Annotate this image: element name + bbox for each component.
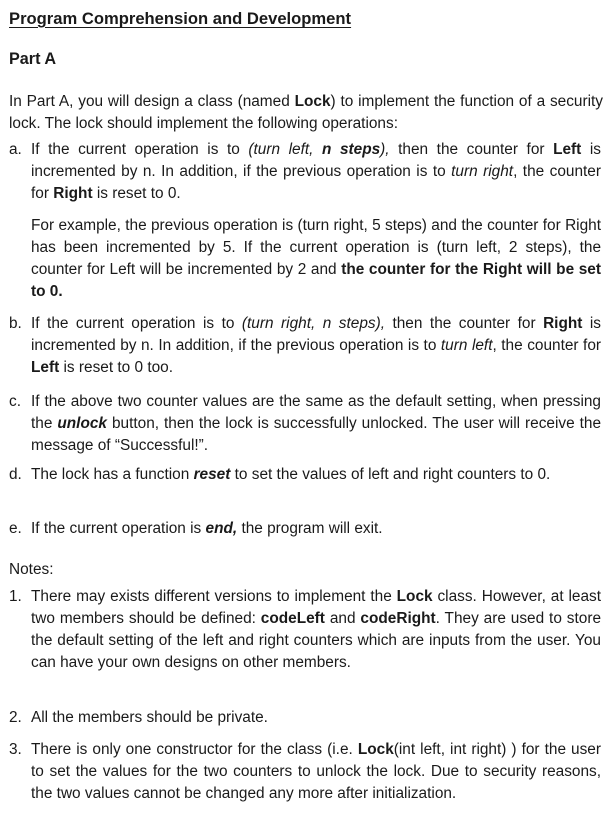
note-3-paragraph bbox=[31, 739, 601, 805]
list-marker: a. bbox=[9, 141, 22, 158]
text-run: end, bbox=[205, 520, 238, 537]
item-d-paragraph bbox=[31, 464, 601, 486]
text-run: . They are used to store the default setting of the left and right counters which are inputs from the user. You can have your own designs on other members. bbox=[31, 610, 601, 671]
text-run: unlock bbox=[57, 415, 107, 432]
text-run: All the members should be private. bbox=[31, 709, 268, 726]
list-item-body bbox=[31, 464, 601, 486]
text-run: There is only one constructor for the class (i.e. bbox=[31, 741, 358, 758]
note-item-3 bbox=[9, 739, 603, 805]
item-a-example bbox=[31, 215, 601, 303]
text-run: If the current operation is to bbox=[31, 315, 242, 332]
list-item-e bbox=[9, 518, 603, 540]
text-run: is incremented by n. In addition, if the previous operation is to bbox=[31, 315, 601, 354]
list-item-d bbox=[9, 464, 603, 486]
text-run: Right bbox=[53, 185, 93, 202]
item-c-paragraph bbox=[31, 391, 601, 457]
text-run: then the counter for bbox=[389, 141, 554, 158]
document-title: Program Comprehension and Development bbox=[9, 9, 352, 28]
text-run: is reset to 0. bbox=[92, 185, 181, 202]
text-run: (turn left, bbox=[248, 141, 322, 158]
list-marker: d. bbox=[9, 466, 22, 483]
text-run: turn right bbox=[451, 163, 514, 180]
intro-paragraph bbox=[9, 91, 603, 135]
part-heading: Part A bbox=[9, 50, 57, 68]
text-run: is incremented by n. In addition, if the previous operation is to bbox=[31, 141, 601, 180]
text-run: Right bbox=[543, 315, 583, 332]
text-run: The lock has a function bbox=[31, 466, 194, 483]
list-item-body bbox=[31, 739, 601, 805]
item-e-paragraph bbox=[31, 518, 601, 540]
text-run: Left bbox=[31, 359, 60, 376]
text-run: turn left bbox=[440, 337, 493, 354]
item-b-paragraph bbox=[31, 313, 601, 379]
text-run: If the current operation is bbox=[31, 520, 206, 537]
list-item-b bbox=[9, 313, 603, 379]
text-run: and bbox=[324, 610, 361, 627]
text-run: to set the values of left and right counters to 0. bbox=[230, 466, 551, 483]
text-run: Lock bbox=[357, 741, 394, 758]
list-marker: 2. bbox=[9, 709, 22, 726]
list-item-body bbox=[31, 139, 601, 303]
note-item-1 bbox=[9, 586, 603, 674]
text-run: ), bbox=[380, 141, 390, 158]
text-run: (int left, int right) ) for the user to set the values for the two counters to unlock the lock. Due to security reasons, the two values cannot be changed any more after initialization. bbox=[31, 741, 601, 802]
note-item-2 bbox=[9, 707, 603, 729]
list-item-a bbox=[9, 139, 603, 303]
list-item-body bbox=[31, 518, 601, 540]
document-page bbox=[9, 8, 603, 802]
intro-class-name: Lock bbox=[294, 93, 331, 110]
intro-text: In Part A, you will design a class (named bbox=[9, 93, 295, 110]
text-run: There may exists different versions to implement the bbox=[31, 588, 397, 605]
list-item-body bbox=[31, 586, 601, 674]
text-run: , the counter for bbox=[492, 337, 602, 354]
list-marker: c. bbox=[9, 393, 21, 410]
intro-text: ) to implement the function of a security lock. The lock should implement the following operations: bbox=[9, 93, 603, 132]
list-item-c bbox=[9, 391, 603, 457]
list-marker: 3. bbox=[9, 741, 22, 758]
text-run: , the counter for bbox=[31, 163, 601, 202]
notes-heading: Notes: bbox=[9, 561, 54, 578]
list-item-body bbox=[31, 707, 601, 729]
text-run: Lock bbox=[396, 588, 433, 605]
text-run: button, then the lock is successfully unlocked. The user will receive the message of “Successful!”. bbox=[31, 415, 602, 454]
text-run: If the current operation is to bbox=[31, 141, 249, 158]
list-marker: 1. bbox=[9, 588, 22, 605]
text-run: is reset to 0 too. bbox=[59, 359, 173, 376]
text-run: codeRight bbox=[360, 610, 436, 627]
text-run: n steps bbox=[321, 141, 381, 158]
text-run: For example, the previous operation is (turn right, 5 steps) and the counter for Right has been incremented by 5. If the current operation is (turn left, 2 steps), the counter for Left will be incremented by 2 and bbox=[31, 217, 601, 278]
list-item-body bbox=[31, 391, 601, 457]
list-marker: b. bbox=[9, 315, 22, 332]
text-run: codeLeft bbox=[260, 610, 325, 627]
list-marker: e. bbox=[9, 520, 22, 537]
text-run: If the above two counter values are the same as the default setting, when pressing the bbox=[31, 393, 601, 432]
text-run: reset bbox=[193, 466, 231, 483]
list-item-body bbox=[31, 313, 601, 379]
text-run: the program will exit. bbox=[237, 520, 383, 537]
text-run: the counter for the Right will be set to 0. bbox=[31, 261, 601, 300]
text-run: Left bbox=[553, 141, 582, 158]
note-2-paragraph bbox=[31, 707, 601, 729]
item-a-paragraph bbox=[31, 139, 601, 205]
text-run: class. However, at least two members should be defined: bbox=[31, 588, 601, 627]
text-run: (turn right, n steps), bbox=[241, 315, 385, 332]
note-1-paragraph bbox=[31, 586, 601, 674]
text-run: then the counter for bbox=[384, 315, 544, 332]
